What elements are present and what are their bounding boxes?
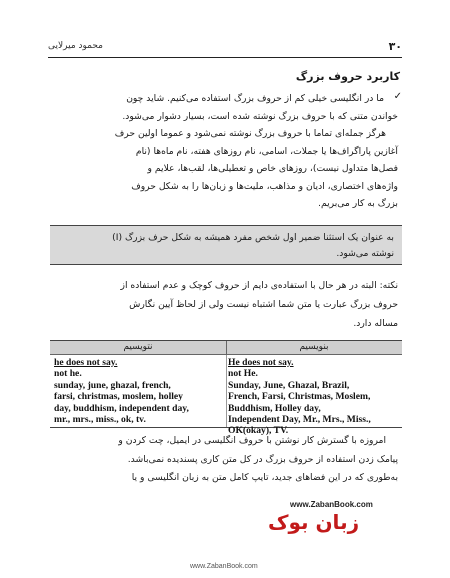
example-line: day, buddhism, independent day, (54, 402, 189, 414)
paragraph-line: واژه‌های اختصاری، ادیان و مذاهب، ملیت‌ها و زبان‌ها را به شکل حروف (131, 180, 398, 192)
logo-wordmark: زبان بوک (268, 510, 360, 534)
paragraph-line: حروف بزرگ عبارت یا متن شما اشتباه نیست ولی از لحاظ آیین نگارش (129, 299, 398, 310)
paragraph-line: پیامک زدن استفاده از حروف بزرگ در کل متن کاری پسندیده نمی‌باشد. (127, 453, 398, 465)
header-dont-write: نتویسیم (123, 342, 153, 352)
example-line: not He. (228, 368, 258, 380)
example-line: farsi, christmas, moslem, holley (54, 391, 183, 403)
zabanbook-logo (268, 500, 388, 550)
check-icon: ✓ (393, 91, 402, 102)
paragraph-note (50, 276, 398, 333)
correct-examples-column (228, 357, 404, 437)
table-header (50, 341, 402, 355)
example-line: French, Farsi, Christmas, Moslem, (228, 391, 371, 403)
column-divider (226, 355, 227, 427)
paragraph-line: نکته: البته در هر حال با استفاده‌ی دایم از حروف کوچک و عدم استفاده از (120, 280, 398, 291)
example-line: Sunday, June, Ghazal, Brazil, (228, 379, 350, 391)
page-number: ۳۰ (388, 40, 402, 53)
example-line (228, 357, 404, 368)
paragraph-line: مساله دارد. (353, 318, 398, 329)
paragraph-line: هرگز جمله‌ای تماما با حروف بزرگ نوشته نمی‌شود و عموما اولین حرف (114, 128, 386, 139)
paragraph-line: فصل‌ها متداول نیست)، روزهای خاص و تعطیلی‌ها، لقب‌ها، علایم و (147, 163, 398, 174)
paragraph-line: بزرگ به کار می‌بریم. (318, 198, 398, 209)
page-header (48, 40, 402, 56)
paragraph-line: ما در انگلیسی خیلی کم از حروف بزرگ استفاده می‌کنیم. شاید چون (126, 93, 384, 104)
example-text: He does not say. (228, 357, 294, 368)
example-line: Independent Day, Mr., Mrs., Miss., (228, 414, 371, 426)
example-line: not he. (54, 368, 82, 380)
note-line: نوشته می‌شود. (336, 248, 394, 259)
logo-url: www.ZabanBook.com (290, 500, 373, 509)
paragraph-capitalization (50, 90, 398, 213)
example-text: he does not say. (54, 357, 118, 368)
paragraph-line: به‌طوری که در این فضاهای جدید، تایپ کامل متن به زبان انگلیسی و یا (131, 472, 398, 483)
note-line: به عنوان یک استثنا ضمیر اول شخص مفرد همیشه به شکل حرف بزرگ (I) (112, 232, 394, 243)
example-line: OK(okay), TV. (228, 425, 289, 437)
paragraph-modern-usage (50, 432, 398, 488)
header-write: بنویسیم (299, 342, 329, 352)
footer-url: www.ZabanBook.com (190, 563, 258, 570)
example-line: sunday, june, ghazal, french, (54, 379, 171, 391)
exception-note-box (50, 225, 402, 265)
section-title: کاربرد حروف بزرگ (295, 70, 400, 83)
paragraph-line: امروزه با گسترش کار نوشتن با حروف انگلیسی در ایمیل، چت کردن و (118, 435, 386, 446)
example-line (54, 357, 224, 368)
header-divider (48, 57, 402, 58)
example-line: Buddhism, Holley day, (228, 402, 321, 414)
paragraph-line: خواندن متنی که با حروف بزرگ نوشته شده است، بسیار دشوار می‌شود. (122, 110, 398, 122)
example-line: mr., mrs., miss., ok, tv. (54, 414, 146, 426)
comparison-table (50, 340, 402, 437)
header-divider-line (226, 341, 227, 354)
wrong-examples-column (54, 357, 224, 425)
author-name: محمود میرلایی (48, 41, 103, 51)
paragraph-line: آغازین پاراگراف‌ها یا جملات، اسامی، نام روزهای هفته، نام ماه‌ها (نام (135, 145, 398, 157)
